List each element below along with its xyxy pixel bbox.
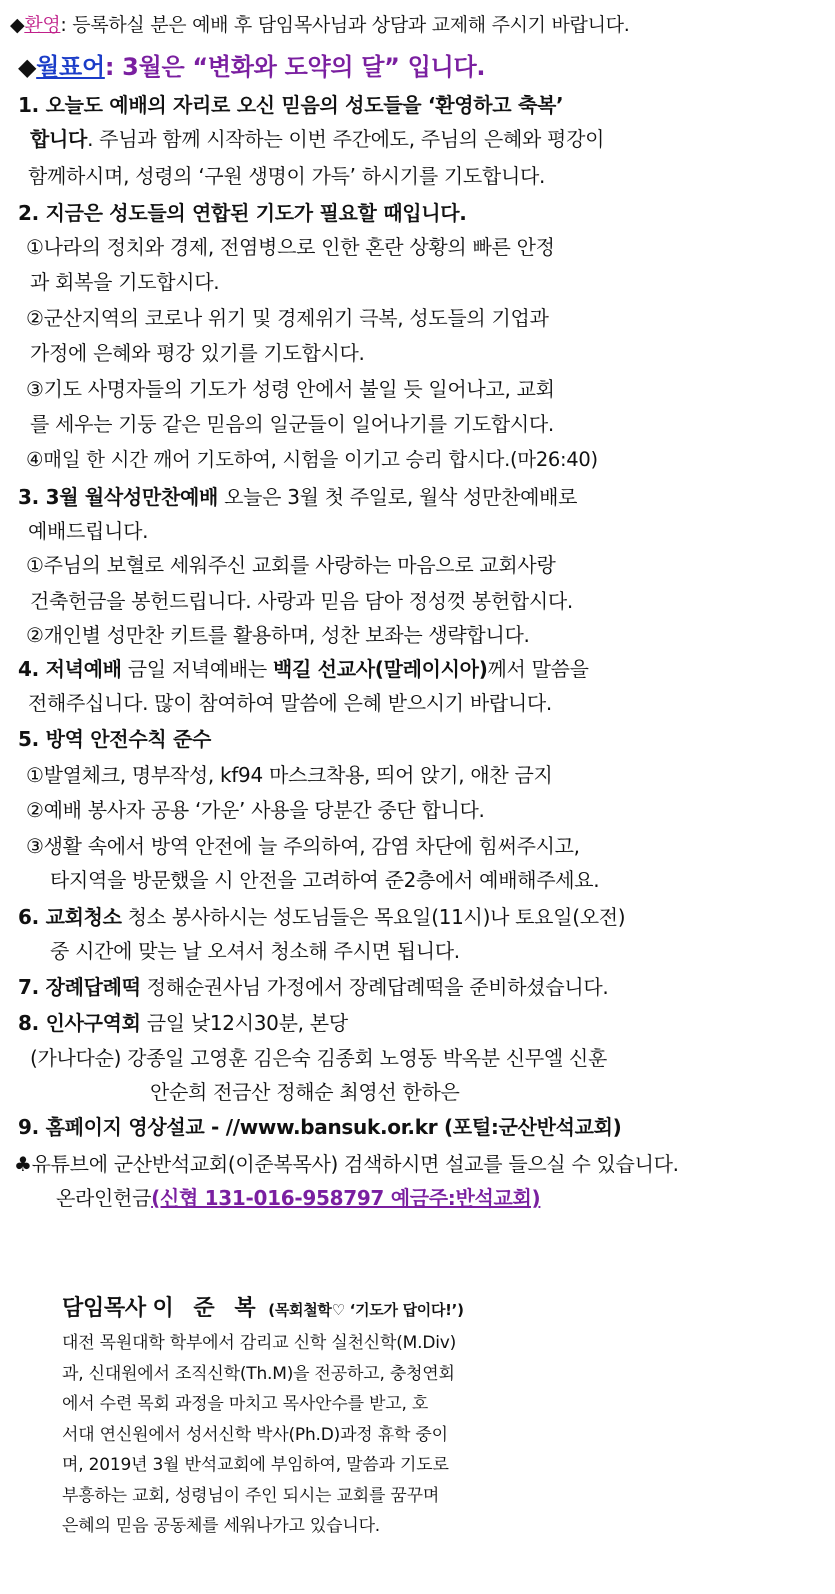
item-5-c-2: 타지역을 방문했을 시 안전을 고려하여 준2층에서 예배해주세요. [50,868,600,892]
bio-line: 과, 신대원에서 조직신학(Th.M)을 전공하고, 충청연회 [62,1363,455,1384]
item-7-line: 7. 장례답례떡 정해순권사님 가정에서 장례답례떡을 준비하셨습니다. [18,975,609,999]
welcome-line [10,12,629,38]
item-8-line-2: (가나다순) 강종일 고영훈 김은숙 김종회 노영동 박옥분 신무엘 신훈 [30,1046,608,1070]
bio-line: 은혜의 믿음 공동체를 세워나가고 있습니다. [62,1516,381,1536]
item-3-line-2: 예배드립니다. [28,519,149,543]
bio-line: 에서 수련 목회 과정을 마치고 목사안수를 받고, 호 [62,1394,429,1414]
pastor-title: 담임목사 [62,1296,146,1321]
bio-line: 서대 연신원에서 성서신학 박사(Ph.D)과정 휴학 중이 [62,1424,448,1445]
item-4-line-2: 전해주십니다. 많이 참여하여 말씀에 은혜 받으시기 바랍니다. [28,691,552,715]
pastor-heading [62,1293,464,1325]
bio-line: 며, 2019년 3월 반석교회에 부임하여, 말씀과 기도로 [62,1455,449,1475]
item-8-line-1: 8. 인사구역회 금일 낮12시30분, 본당 [18,1011,348,1035]
item-2-c-2: 를 세우는 기둥 같은 믿음의 일군들이 일어나기를 기도합시다. [30,412,554,436]
offering-account: (신협 131-016-958797 예금주:반석교회) [151,1186,541,1210]
motto-line [18,52,485,82]
item-1-title: 1. 오늘도 예배의 자리로 오신 믿음의 성도들을 ‘환영하고 축복’ [18,93,564,117]
item-2-c-1: ③기도 사명자들의 기도가 성령 안에서 불일 듯 일어나고, 교회 [26,377,555,401]
item-6-line-2: 중 시간에 맞는 날 오셔서 청소해 주시면 됩니다. [50,939,460,963]
motto-label: 월표어 [36,53,105,81]
offering-line [56,1185,540,1211]
item-3-line-1: 3. 3월 월삭성만찬예배 오늘은 3월 첫 주일로, 월삭 성만찬예배로 [18,485,578,509]
item-5-title: 5. 방역 안전수칙 준수 [18,727,212,751]
item-2-d-1: ④매일 한 시간 깨어 기도하여, 시험을 이기고 승리 합시다.(마26:40) [26,448,598,471]
youtube-line: ♣유튜브에 군산반석교회(이준복목사) 검색하시면 설교를 들으실 수 있습니다. [14,1152,679,1176]
item-2-b-2: 가정에 은혜와 평강 있기를 기도합시다. [30,341,365,365]
bio-line: 부흥하는 교회, 성령님이 주인 되시는 교회를 꿈꾸며 [62,1485,440,1506]
item-1-line-3: 함께하시며, 성령의 ‘구원 생명이 가득’ 하시기를 기도합니다. [28,164,546,188]
item-3-b-1: ②개인별 성만찬 키트를 활용하며, 성찬 보좌는 생략합니다. [26,623,530,647]
item-3-a-1: ①주님의 보혈로 세워주신 교회를 사랑하는 마음으로 교회사랑 [26,553,556,577]
item-2-b-1: ②군산지역의 코로나 위기 및 경제위기 극복, 성도들의 기업과 [26,306,549,330]
welcome-text: : 등록하실 분은 예배 후 담임목사님과 상담과 교제해 주시기 바랍니다. [60,14,630,36]
diamond-icon: ◆ [10,14,25,36]
pastor-philosophy: (목회철학♡ ‘기도가 답이다!’) [268,1301,464,1319]
pastor-bio [62,1328,582,1542]
item-3-a-2: 건축헌금을 봉헌드립니다. 사랑과 믿음 담아 정성껏 봉헌합시다. [30,589,573,613]
pastor-name: 이 준 복 [152,1295,262,1321]
item-8-line-3: 안순희 전금산 정해순 최영선 한하은 [150,1080,460,1104]
item-4-line-1: 4. 저녁예배 금일 저녁예배는 백길 선교사(말레이시아)께서 말씀을 [18,657,589,681]
club-icon: ♣ [14,1152,32,1176]
item-2-a-1: ①나라의 정치와 경제, 전염병으로 인한 혼란 상황의 빠른 안정 [26,235,555,259]
item-2-a-2: 과 회복을 기도합시다. [30,270,220,294]
item-5-b-1: ②예배 봉사자 공용 ‘가운’ 사용을 당분간 중단 합니다. [26,798,485,822]
bio-line: 대전 목원대학 학부에서 감리교 신학 실천신학(M.Div) [62,1333,457,1353]
offering-label: 온라인헌금 [56,1186,152,1210]
item-5-c-1: ③생활 속에서 방역 안전에 늘 주의하여, 감염 차단에 힘써주시고, [26,834,580,858]
diamond-icon: ◆ [18,53,37,81]
item-1-line-2: 합니다. 주님과 함께 시작하는 이번 주간에도, 주님의 은혜와 평강이 [30,127,605,151]
welcome-label: 환영 [24,14,61,36]
item-2-title: 2. 지금은 성도들의 연합된 기도가 필요할 때입니다. [18,201,467,225]
item-6-line-1: 6. 교회청소 청소 봉사하시는 성도님들은 목요일(11시)나 토요일(오전) [18,905,626,929]
item-5-a-1: ①발열체크, 명부작성, kf94 마스크착용, 띄어 앉기, 애찬 금지 [26,763,553,787]
item-9-line: 9. 홈페이지 영상설교 - //www.bansuk.or.kr (포털:군산반석교회) [18,1115,622,1139]
motto-text: : 3월은 “변화와 도약의 달” 입니다. [104,53,486,81]
